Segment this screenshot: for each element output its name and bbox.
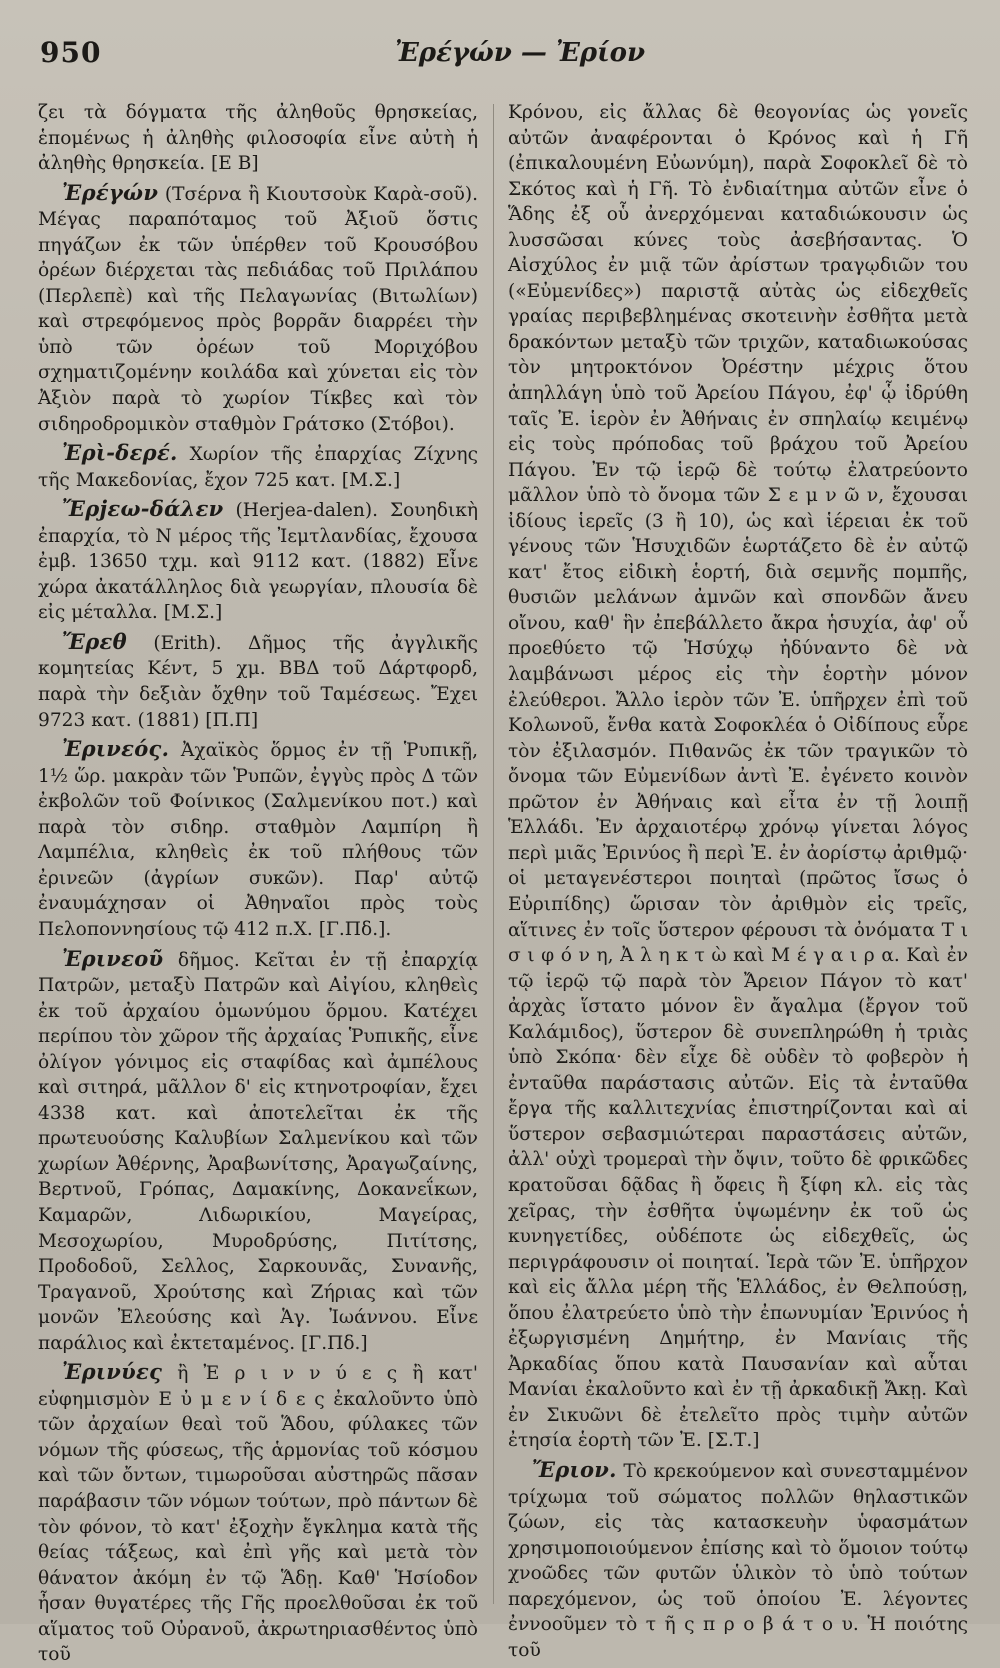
- entry-text: δῆμος. Κεῖται ἐν τῇ ἐπαρχίᾳ Πατρῶν, μεταξὺ Πατρῶν καὶ Αἰγίου, κληθεὶς ἐκ τοῦ ἀρχαίου ὁμωνύμου ὅρμου. Κατέχει περίπου τὸν χῶρον τῆς ἀρχαίας Ῥυπικῆς, εἶνε ὀλίγον γόνιμος εἰς σταφίδας καὶ ἀμπέλους καὶ σιτηρά, μᾶλλον δ' εἰς κτηνοτροφίαν, ἔχει 4338 κατ. καὶ ἀποτελεῖται ἐκ τῆς πρωτευούσης Καλυβίων Σαλμενίκου καὶ τῶν χωρίων Ἀθέρνης, Ἀραβωνίτσης, Ἀραγωζαίνης, Βερτνοῦ, Γρόπας, Δαμακίνης, Δοκανεΐκων, Καμαρῶν, Λιδωρικίου, Μαγείρας, Μεσοχωρίου, Μυροδρύσης, Πιτίτσης, Προδοδοῦ, Σελλος, Σαρκουνᾶς, Συνανῆς, Τραγανοῦ, Χρούτσης καὶ Ζήριας καὶ τῶν μονῶν Ἐλεούσης καὶ Ἁγ. Ἰωάννου. Εἶνε παράλιος καὶ ἐκτεταμένος. [Γ.Πδ.]: [38, 949, 478, 1354]
- entry-text: Ἀχαϊκὸς ὅρμος ἐν τῇ Ῥυπικῇ, 1½ ὥρ. μακρὰν τῶν Ῥυπῶν, ἐγγὺς πρὸς Δ τῶν ἐκβολῶν τοῦ Φοίνικος (Σαλμενίκου ποτ.) καὶ παρὰ τὸν σιδηρ. σταθμὸν Λαμπίρη ἢ Λαμπέλια, κληθεὶς ἐκ τοῦ πλήθους τῶν ἐρινεῶν (ἀγρίων συκῶν). Παρ' αὐτῷ ἐναυμάχησαν οἱ Ἀθηναῖοι πρὸς τοὺς Πελοποννησίους τῷ 412 π.Χ. [Γ.Πδ.].: [38, 740, 478, 940]
- entry-headword: Ἔρjεω-δάλεν: [62, 496, 224, 522]
- dictionary-entry: [38, 440, 478, 493]
- entry-headword: Ἐρινύες: [62, 1359, 163, 1385]
- entry-text: ἢ Ἐ ρ ι ν ν ύ ε ς ἢ κατ' εὐφημισμὸν Ε ὐ μ ε ν ί δ ε ς ἐκαλοῦντο ὑπὸ τῶν ἀρχαίων θεαὶ τοῦ Ἅδου, φύλακες τῶν νόμων τῆς φύσεως, τῆς ἁρμονίας τοῦ κόσμου καὶ τῶν ὄντων, τιμωροῦσαι αὐστηρῶς πᾶσαν παράβασιν τῶν νόμων τούτων, πρὸ πάντων δὲ τὸν φόνον, τὸ κατ' ἐξοχὴν ἔγκλημα κατὰ τῆς θείας τάξεως, καὶ ἐπὶ γῆς καὶ μετὰ τὸν θάνατον ἀκόμη ἐν τῷ Ἅδῃ. Καθ' Ἡσίοδον ἦσαν θυγατέρες τῆς Γῆς προελθοῦσαι ἐκ τοῦ αἵματος τοῦ Οὐρανοῦ, ἀκρωτηριασθέντος ὑπὸ τοῦ: [38, 1363, 478, 1666]
- entry-headword: Ἔρεθ: [62, 628, 127, 654]
- entry-headword: Ἐρινεός.: [62, 736, 170, 762]
- entry-text: Κρόνου, εἰς ἄλλας δὲ θεογονίας ὡς γονεῖς αὐτῶν ἀναφέρονται ὁ Κρόνος καὶ ἡ Γῆ (ἐπικαλουμένη Εὐωνύμη), παρὰ Σοφοκλεῖ δὲ τὸ Σκότος καὶ ἡ Γῆ. Τὸ ἐνδιαίτημα αὐτῶν εἶνε ὁ Ἅδης ἐξ οὗ ἀνερχόμεναι καταδιώκουσιν ὡς λυσσῶσαι κύνες τοὺς ἀσεβήσαντας. Ὁ Αἰσχύλος ἐν μιᾷ τῶν ἀρίστων τραγῳδιῶν του («Εὐμενίδες») παριστᾷ αὐτὰς ὡς εἰδεχθεῖς γραίας περιβεβλημένας σκοτεινὴν ἐσθῆτα μετὰ δρακόντων μεταξὺ τῶν τριχῶν, καταδιωκούσας τὸν μητροκτόνον Ὀρέστην μέχρις ὅτου ἀπηλλάγη ὑπὸ τοῦ Ἀρείου Πάγου, ἐφ' ᾧ ἱδρύθη ταῖς Ἐ. ἱερὸν ἐν Ἀθήναις ἐν σπηλαίῳ κειμένῳ εἰς τοὺς πρόποδας τοῦ βράχου τοῦ Ἀρείου Πάγου. Ἐν τῷ ἱερῷ δὲ τούτῳ ἐλατρεύοντο μᾶλλον ὑπὸ τὸ ὄνομα τῶν Σ ε μ ν ῶ ν, ἔχουσαι ἰδίους ἱερεῖς (3 ἢ 10), ὡς καὶ ἱέρειαι ἐκ τοῦ γένους τῶν Ἡσυχιδῶν ἑωρτάζετο δὲ ἐν αὐτῷ κατ' ἔτος εἰδικὴ ἑορτή, διὰ σεμνῆς πομπῆς, θυσιῶν μελάνων ἀμνῶν καὶ σπονδῶν ἄνευ οἴνου, καθ' ἣν ἐπεβάλλετο ἄκρα ἡσυχία, ἀφ' οὗ προεθύετο τῷ Ἡσύχῳ ἠδύναντο δὲ νὰ λαμβάνωσι μέρος εἰς τὴν ἑορτὴν μόνον ἐλεύθεροι. Ἄλλο ἱερὸν τῶν Ἐ. ὑπῆρχεν ἐπὶ τοῦ Κολωνοῦ, ἔνθα κατὰ Σοφοκλέα ὁ Οἰδίπους εὗρε τὸν ἐξιλασμόν. Πιθανῶς ἐκ τῶν τραγικῶν τὸ ὄνομα τῶν Εὐμενίδων ἀντὶ Ἐ. ἐγένετο κοινὸν πρῶτον ἐν Ἀθήναις καὶ εἶτα ἐν τῇ λοιπῇ Ἑλλάδι. Ἐν ἀρχαιοτέρῳ χρόνῳ γίνεται λόγος περὶ μιᾶς Ἐρινύος ἢ περὶ Ἐ. ἐν ἀορίστῳ ἀριθμῷ· οἱ μεταγενέστεροι ποιηταὶ (πρῶτος ἴσως ὁ Εὐριπίδης) ὥρισαν τὸν ἀριθμὸν εἰς τρεῖς, αἵτινες ἐν τοῖς ὕστερον φέρουσι τὰ ὀνόματα Τ ι σ ι φ ό ν η, Ἀ λ η κ τ ὼ καὶ Μ έ γ α ι ρ α. Καὶ ἐν τῷ ἱερῷ τῷ παρὰ τὸν Ἄρειον Πάγον τὸ κατ' ἀρχὰς ἵστατο μόνον ἓν ἄγαλμα (ἔργον τοῦ Καλάμιδος), ὕστερον δὲ συνεπληρώθη ἡ τριὰς ὑπὸ Σκόπα· δὲν εἶχε δὲ οὐδὲν τὸ φοβερὸν ἡ ἐνταῦθα παράστασις αὐτῶν. Εἰς τὰ ἐνταῦθα ἔργα τῆς καλλιτεχνίας ἐπιστηρίζονται καὶ αἱ ὕστερον σεβασμιώτεραι παραστάσεις αὐτῶν, ἀλλ' οὐχὶ τρομεραὶ τὴν ὄψιν, τοῦτο δὲ φρικῶδες κρατοῦσαι δᾷδας ἢ ὄφεις ἢ ξίφη κλ. εἰς τὰς χεῖρας, τὴν ἐσθῆτα ὑψωμένην ἐκ τοῦ ὡς κυνηγετίδες, οὐδέποτε ὡς εἰδεχθεῖς, ὡς περιγράφουσιν οἱ ποιηταί. Ἱερὰ τῶν Ἐ. ὑπῆρχον καὶ εἰς ἄλλα μέρη τῆς Ἑλλάδος, ἐν Θελπούσῃ, ὅπου ἐλατρεύετο ὑπὸ τὴν ἐπωνυμίαν Ἐρινύος ἡ ἐξωργισμένη Δημήτηρ, ἐν Μανίαις τῆς Ἀρκαδίας ὅπου κατὰ Παυσανίαν καὶ αὗται Μανίαι ἐκαλοῦντο καὶ ἐν τῇ ἀρκαδικῇ Ἄκῃ. Καὶ ἐν Σικυῶνι δὲ ἐτελεῖτο πρὸς τιμὴν αὐτῶν ἐτησία ἑορτὴ τῶν Ἐ. [Σ.Τ.]: [508, 102, 968, 1452]
- running-head: Ἐρέγών — Ἐρίον: [394, 38, 646, 68]
- entry-headword: Ἐρὶ-δερέ.: [62, 440, 178, 466]
- page-header: [0, 30, 1000, 80]
- entry-continuation: [38, 100, 478, 177]
- dictionary-entry: [508, 1457, 968, 1663]
- entry-text: ζει τὰ δόγματα τῆς ἀληθοῦς θρησκείας, ἑπομένως ἡ ἀληθὴς φιλοσοφία εἶνε αὐτὴ ἡ ἀληθὴς θρησκεία. [Ε Β]: [38, 102, 478, 175]
- dictionary-entry: [38, 736, 478, 942]
- entry-headword: Ἐρέγών: [62, 179, 159, 205]
- dictionary-entry: [38, 180, 478, 437]
- page-number: 950: [40, 36, 102, 69]
- entry-headword: Ἔριον.: [532, 1456, 617, 1482]
- right-column: [508, 100, 969, 1661]
- entry-headword: Ἐρινεοῦ: [62, 945, 164, 971]
- dictionary-entry: [38, 946, 478, 1357]
- left-column: [38, 100, 478, 1666]
- column-divider: [493, 104, 494, 1604]
- entry-text: (Τσέρνα ἢ Κιουτσοὺκ Καρὰ-σοῦ). Μέγας παραπόταμος τοῦ Ἀξιοῦ ὅστις πηγάζων ἐκ τῶν ὑπέρθεν τοῦ Κρουσόβου ὀρέων διέρχεται τὰς πεδιάδας τοῦ Πριλάπου (Περλεπὲ) καὶ τῆς Πελαγωνίας (Βιτωλίων) καὶ στρεφόμενος πρὸς βορρᾶν διαρρέει τὴν ὑπὸ τῶν ὀρέων τοῦ Μοριχόβου σχηματιζομένην κοιλάδα καὶ χύνεται εἰς τὸν Ἀξιὸν παρὰ τὸ χωρίον Τίκβες καὶ τὸν σιδηροδρομικὸν σταθμὸν Γράτσκο (Στόβοι).: [38, 183, 478, 435]
- dictionary-entry: [38, 496, 478, 626]
- dictionary-entry: [38, 629, 478, 733]
- entry-text: (Herjea-dalen). Σουηδικὴ ἐπαρχία, τὸ Ν μέρος τῆς Ἰεμτλανδίας, ἔχουσα ἐμβ. 13650 τχμ. καὶ 9112 κατ. (1882) Εἶνε χώρα ἀκατάλληλος διὰ γεωργίαν, πλουσία δὲ εἰς μέταλλα. [Μ.Σ.]: [38, 500, 478, 624]
- entry-continuation: [508, 100, 968, 1454]
- entry-text: Τὸ κρεκούμενον καὶ συνεσταμμένον τρίχωμα τοῦ σώματος πολλῶν θηλαστικῶν ζώων, εἰς τὰς κατασκευὴν ὑφασμάτων χρησιμοποιούμενον ἐπίσης καὶ τὸ ὅμοιον τούτῳ χνοῶδες τῶν φυτῶν ὑλικὸν τὸ ὑπὸ τούτων παρεχόμενον, ὡς τοῦ ὁποίου Ἐ. λέγοντες ἐννοοῦμεν τὸ τ ῆ ς π ρ ο β ά τ ο υ. Ἡ ποιότης τοῦ: [508, 1460, 969, 1661]
- entry-text: Χωρίον τῆς ἐπαρχίας Ζίχνης τῆς Μακεδονίας, ἔχον 725 κατ. [Μ.Σ.]: [38, 444, 478, 491]
- dictionary-entry: [38, 1359, 478, 1668]
- entry-text: (Erith). Δῆμος τῆς ἀγγλικῆς κομητείας Κέντ, 5 χμ. ΒΒΔ τοῦ Δάρτφορδ, παρὰ τὴν δεξιὰν ὄχθην τοῦ Ταμέσεως. Ἔχει 9723 κατ. (1881) [Π.Π]: [38, 632, 478, 731]
